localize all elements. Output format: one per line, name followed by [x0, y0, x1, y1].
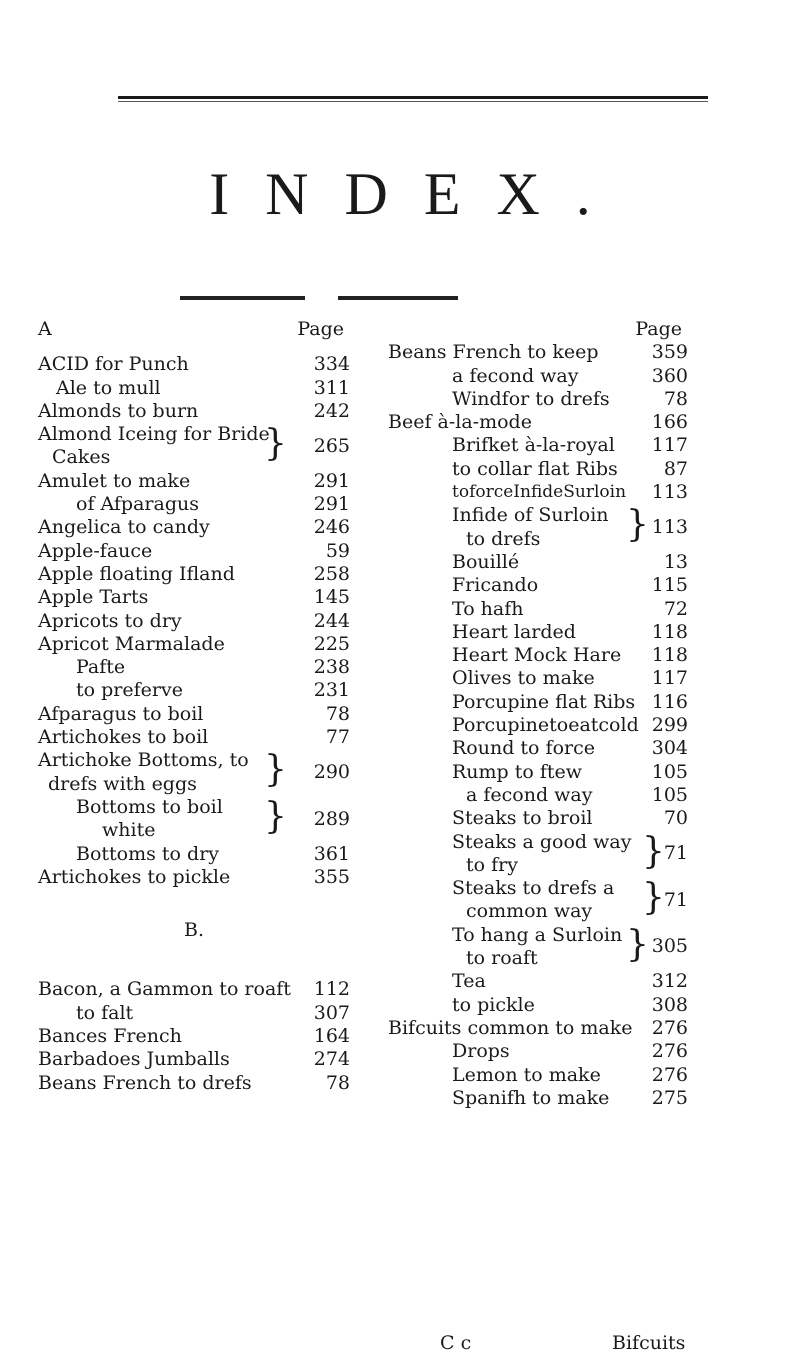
entry-text: ACID for Punch: [38, 353, 189, 376]
brace: }: [642, 877, 665, 919]
entry-text: to collar flat Ribs: [452, 457, 618, 480]
entry-text: Porcupinetoeatcold: [452, 714, 639, 737]
entry-text: Apricots to dry: [38, 609, 182, 632]
entry-text: Apple floating Ifland: [38, 562, 235, 585]
index-entry: [38, 586, 350, 609]
entry-text: Artichokes to pickle: [38, 865, 231, 888]
entry-text: Artichokes to boil: [38, 726, 209, 749]
right-header: [388, 318, 688, 341]
entry-page: 78: [325, 1071, 350, 1094]
entry-text: Bottoms to boil: [76, 795, 223, 818]
brace: }: [626, 923, 649, 965]
entry-page: 105: [651, 760, 688, 783]
entry-text: Steaks a good way: [452, 830, 632, 853]
entry-page: 312: [651, 970, 688, 993]
entry-text: Rump to ftew: [452, 760, 583, 783]
entry-text: Beef à-la-mode: [388, 411, 532, 434]
entry-text: Steaks to broil: [452, 807, 593, 830]
index-entry: [38, 540, 350, 563]
section-letter-b: B.: [183, 919, 204, 942]
page-label: Page: [297, 318, 344, 340]
index-entry: [388, 551, 688, 574]
signature-mark: C c: [440, 1332, 472, 1354]
entry-text: a fecond way: [466, 783, 593, 806]
page-title: INDEX.: [209, 161, 627, 227]
entry-page: 13: [663, 550, 688, 573]
index-entry: [38, 493, 350, 516]
entry-text: white: [102, 819, 156, 842]
entry-text: Porcupine flat Ribs: [452, 690, 636, 713]
entry-page: 72: [663, 597, 688, 620]
entry-text: Beans French to drefs: [38, 1071, 252, 1094]
right-column: [388, 318, 688, 1110]
index-entry: [388, 761, 688, 784]
entry-page: 238: [313, 656, 350, 679]
brace: }: [642, 830, 665, 872]
top-rule-thin: [118, 101, 708, 102]
entry-text: Bances French: [38, 1025, 182, 1048]
entry-page: 112: [313, 978, 350, 1001]
entry-text: Bottoms to dry: [76, 842, 220, 865]
entry-text: drefs with eggs: [48, 772, 197, 795]
entry-page: 71: [663, 842, 688, 865]
index-entry-braced: [388, 924, 688, 971]
brace: }: [264, 749, 287, 791]
entry-page: 299: [651, 714, 688, 737]
entry-text: Steaks to drefs a: [452, 877, 615, 900]
entry-text: Infide of Surloin: [452, 504, 609, 527]
entry-page: 113: [651, 481, 688, 504]
entry-page: 70: [663, 807, 688, 830]
index-entry: [38, 1048, 350, 1071]
entry-text: Bouillé: [452, 550, 520, 573]
index-entry: [38, 400, 350, 423]
index-entry-braced: [388, 504, 688, 551]
entry-page: 308: [651, 993, 688, 1016]
title-rule-left: [180, 296, 305, 300]
entry-text: to preferve: [76, 679, 183, 702]
entry-page: 105: [651, 783, 688, 806]
index-entry: [388, 365, 688, 388]
entry-text: Tea: [452, 970, 486, 993]
entry-page: 276: [651, 1016, 688, 1039]
entry-text: Ale to mull: [56, 376, 161, 399]
entry-page: 115: [651, 574, 688, 597]
entry-page: 78: [663, 387, 688, 410]
entry-page: 307: [313, 1001, 350, 1024]
index-entry: [388, 970, 688, 993]
entry-page: 274: [313, 1048, 350, 1071]
entry-page: 244: [313, 609, 350, 632]
entry-text: of Afparagus: [76, 493, 199, 516]
entry-text: To hang a Surloin: [452, 923, 623, 946]
entry-page: 290: [313, 760, 350, 783]
entry-text: toforceInfideSurloin: [452, 482, 627, 503]
entry-page: 113: [651, 515, 688, 538]
entry-text: Bifcuits common to make: [388, 1016, 633, 1039]
entry-page: 276: [651, 1063, 688, 1086]
entry-page: 118: [651, 620, 688, 643]
entry-page: 359: [651, 341, 688, 364]
entry-text: Bacon, a Gammon to roaft: [38, 978, 291, 1001]
index-entry: [388, 574, 688, 597]
index-entry: [38, 1072, 350, 1095]
entry-page: 78: [325, 702, 350, 725]
index-entry: [388, 341, 688, 364]
entry-page: 304: [651, 737, 688, 760]
entry-page: 116: [651, 690, 688, 713]
index-entry: [388, 458, 688, 481]
brace: }: [264, 795, 287, 837]
index-entry: [38, 470, 350, 493]
section-letter-a: A: [38, 318, 52, 340]
entry-page: 291: [313, 469, 350, 492]
entry-text: Heart larded: [452, 620, 576, 643]
entry-page: 225: [313, 632, 350, 655]
index-entry-braced: [388, 877, 688, 924]
index-entry: [38, 377, 350, 400]
entry-page: 361: [313, 842, 350, 865]
index-entry-braced: [38, 796, 350, 843]
entry-text: Fricando: [452, 574, 539, 597]
entry-text: Almonds to burn: [38, 399, 199, 422]
entry-text: Amulet to make: [38, 469, 191, 492]
section-heading: [38, 919, 350, 942]
entry-text: to fry: [466, 853, 518, 876]
entry-page: 334: [313, 353, 350, 376]
entry-text: Lemon to make: [452, 1063, 601, 1086]
index-entry: [38, 703, 350, 726]
index-entry: [38, 1002, 350, 1025]
index-entry: [38, 516, 350, 539]
entry-page: 231: [313, 679, 350, 702]
entry-text: Heart Mock Hare: [452, 644, 622, 667]
entry-page: 289: [313, 807, 350, 830]
entry-text: Almond Iceing for Bride: [38, 423, 270, 446]
entry-text: Pafte: [76, 656, 126, 679]
entry-page: 305: [651, 935, 688, 958]
entry-page: 87: [663, 457, 688, 480]
index-entry-braced: [38, 423, 350, 470]
entry-text: Artichoke Bottoms, to: [38, 749, 249, 772]
entry-text: common way: [466, 900, 593, 923]
index-entry: [388, 1040, 688, 1063]
entry-text: Brifket à-la-royal: [452, 434, 615, 457]
entry-page: 59: [325, 539, 350, 562]
index-entry: [388, 1087, 688, 1110]
left-column: [38, 318, 350, 1095]
entry-text: Beans French to keep: [388, 341, 599, 364]
entry-page: 164: [313, 1025, 350, 1048]
entry-page: 276: [651, 1040, 688, 1063]
entry-page: 246: [313, 516, 350, 539]
entry-text: Afparagus to boil: [38, 702, 204, 725]
entry-text: To hafh: [452, 597, 524, 620]
entry-text: to pickle: [452, 993, 535, 1016]
index-entry: [388, 1017, 688, 1040]
index-entry: [388, 388, 688, 411]
entry-page: 117: [651, 667, 688, 690]
index-entry: [388, 807, 688, 830]
index-entry: [388, 1064, 688, 1087]
entry-page: 291: [313, 493, 350, 516]
index-entry: [388, 667, 688, 690]
index-entry: [388, 598, 688, 621]
entry-text: to drefs: [466, 527, 541, 550]
entry-text: Apple-fauce: [38, 539, 153, 562]
entry-text: to roaft: [466, 947, 538, 970]
entry-text: Cakes: [52, 446, 111, 469]
index-entry: [388, 411, 688, 434]
brace: }: [626, 504, 649, 546]
index-entry-braced: [388, 831, 688, 878]
entry-text: Barbadoes Jumballs: [38, 1048, 230, 1071]
index-entry: [38, 726, 350, 749]
page-label: Page: [635, 318, 682, 340]
index-entry: [388, 644, 688, 667]
entry-page: 242: [313, 399, 350, 422]
index-entry: [388, 714, 688, 737]
entry-text: Round to force: [452, 737, 595, 760]
entry-text: Windfor to drefs: [452, 387, 610, 410]
entry-text: to falt: [76, 1001, 134, 1024]
index-entry: [38, 563, 350, 586]
entry-page: 118: [651, 644, 688, 667]
index-entry: [388, 784, 688, 807]
index-entry: [388, 691, 688, 714]
entry-text: Apple Tarts: [38, 586, 149, 609]
entry-text: Olives to make: [452, 667, 595, 690]
entry-page: 265: [313, 434, 350, 457]
entry-text: a fecond way: [452, 364, 579, 387]
entry-page: 117: [651, 434, 688, 457]
index-entry: [388, 621, 688, 644]
index-entry: [388, 481, 688, 504]
index-entry: [38, 679, 350, 702]
index-entry: [388, 434, 688, 457]
entry-page: 71: [663, 888, 688, 911]
entry-text: Apricot Marmalade: [38, 632, 225, 655]
entry-page: 355: [313, 865, 350, 888]
left-header: [38, 318, 350, 341]
catchword: Bifcuits: [612, 1332, 686, 1354]
top-rule: [118, 96, 708, 99]
entry-page: 166: [651, 411, 688, 434]
entry-page: 275: [651, 1086, 688, 1109]
entry-page: 311: [313, 376, 350, 399]
index-entry-braced: [38, 749, 350, 796]
brace: }: [264, 423, 287, 465]
index-entry: [38, 1025, 350, 1048]
entry-page: 145: [313, 586, 350, 609]
entry-page: 77: [325, 726, 350, 749]
index-entry: [388, 994, 688, 1017]
index-entry: [38, 656, 350, 679]
entry-text: Spanifh to make: [452, 1086, 610, 1109]
index-entry: [38, 633, 350, 656]
index-entry: [38, 978, 350, 1001]
entry-text: Angelica to candy: [38, 516, 210, 539]
entry-text: Drops: [452, 1040, 510, 1063]
index-entry: [388, 737, 688, 760]
index-entry: [38, 353, 350, 376]
index-entry: [38, 866, 350, 889]
index-entry: [38, 843, 350, 866]
entry-page: 258: [313, 562, 350, 585]
title-rule-right: [338, 296, 458, 300]
entry-page: 360: [651, 364, 688, 387]
index-entry: [38, 610, 350, 633]
